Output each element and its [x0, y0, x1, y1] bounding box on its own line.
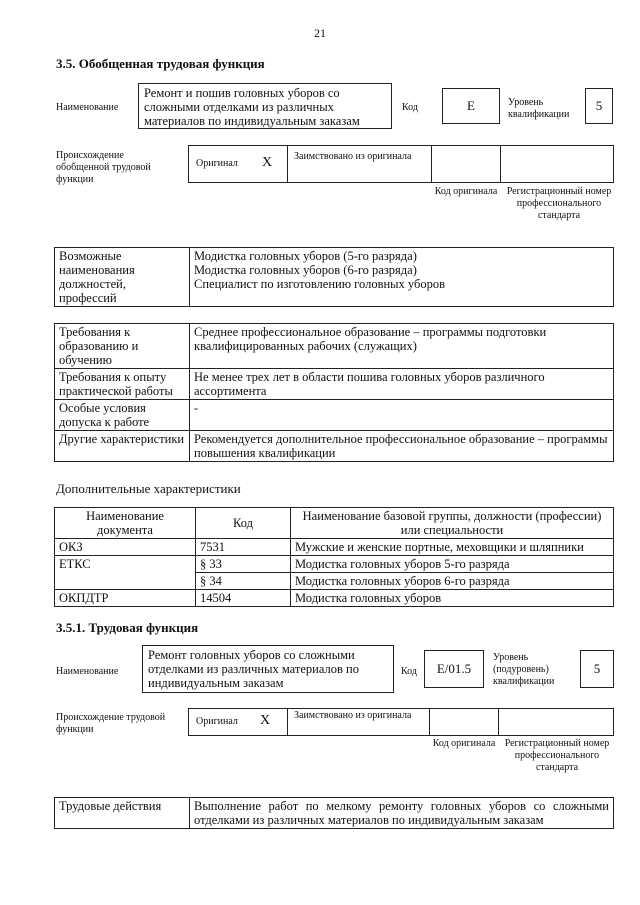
- table-row: [55, 369, 614, 400]
- req-label: Требования к образованию и обучению: [55, 324, 190, 369]
- table-row: [55, 431, 614, 462]
- origin-divider-5: [429, 708, 430, 736]
- req-label: Другие характеристики: [55, 431, 190, 462]
- req-value: Рекомендуется дополнительное профессиональное образование – программы повышения квалификации: [190, 431, 614, 462]
- tf-name-box: [142, 645, 394, 693]
- req-value: -: [190, 400, 614, 431]
- section-heading: 3.5. Обобщенная трудовая функция: [56, 56, 265, 71]
- code-original-label: Код оригинала: [434, 186, 498, 197]
- gtf-name-box: [138, 83, 392, 129]
- table-row: [55, 324, 614, 369]
- req-value: Среднее профессиональное образование – программы подготовки квалифицированных рабочих (служащих): [190, 324, 614, 369]
- original-mark: X: [262, 155, 273, 170]
- gtf-code-value: E: [467, 98, 475, 113]
- gtf-code-box: [442, 88, 500, 124]
- tf-code-box: [424, 650, 484, 688]
- tf-code-value: E/01.5: [436, 661, 472, 676]
- table-row: [55, 508, 614, 539]
- origin-divider-2: [431, 145, 432, 183]
- reg-number-label-2: Регистрационный номер профессионального стандарта: [504, 738, 610, 773]
- cell-name: Модистка головных уборов 6-го разряда: [291, 573, 614, 590]
- level-label-2: Уровень (подуровень) квалификации: [493, 652, 555, 687]
- gtf-level-value: 5: [595, 98, 603, 113]
- cell-code: § 34: [196, 573, 291, 590]
- req-label: Особые условия допуска к работе: [55, 400, 190, 431]
- table-row: [55, 400, 614, 431]
- requirements-table: [54, 323, 614, 462]
- list-item: Модистка головных уборов (5-го разряда): [194, 249, 417, 263]
- cell-code: § 33: [196, 556, 291, 573]
- gtf-level-box: [585, 88, 613, 124]
- borrowed-label-2: Заимствовано из оригинала: [294, 710, 412, 721]
- cell-doc: ЕТКС: [55, 556, 196, 590]
- req-label: Требования к опыту практической работы: [55, 369, 190, 400]
- code-original-label-2: Код оригинала: [432, 738, 496, 749]
- cell-name: Модистка головных уборов 5-го разряда: [291, 556, 614, 573]
- tf-name-value: Ремонт головных уборов со сложными отделками из различных материалов по индивидуальным заказам: [148, 648, 359, 690]
- additional-heading: Дополнительные характеристики: [56, 481, 241, 496]
- gtf-name-value: Ремонт и пошив головных уборов со сложными отделками из различных материалов по индивидуальным заказам: [144, 86, 360, 128]
- original-mark-2: X: [260, 713, 271, 728]
- code-label: Код: [402, 102, 418, 113]
- positions-table: [54, 247, 614, 307]
- origin-divider-6: [498, 708, 499, 736]
- name-label: Наименование: [56, 102, 119, 113]
- cell-name: Мужские и женские портные, меховщики и шляпники: [291, 539, 614, 556]
- origin-divider-4: [287, 708, 288, 736]
- borrowed-label: Заимствовано из оригинала: [294, 151, 412, 162]
- actions-value: Выполнение работ по мелкому ремонту головных уборов со сложными отделками из различных материалов по индивидуальным заказам: [190, 798, 614, 829]
- table-row: [55, 798, 614, 829]
- actions-label: Трудовые действия: [55, 798, 190, 829]
- positions-label: Возможные наименования должностей, профессий: [55, 248, 190, 307]
- original-label-2: Оригинал: [196, 716, 238, 727]
- table-row: [55, 590, 614, 607]
- origin-divider-1: [287, 145, 288, 183]
- level-label: Уровень квалификации: [508, 97, 570, 120]
- table-row: [55, 248, 614, 307]
- column-header: Наименование базовой группы, должности (профессии) или специальности: [291, 508, 614, 539]
- tf-level-box: [580, 650, 614, 688]
- code-label-2: Код: [401, 666, 417, 677]
- reg-number-label: Регистрационный номер профессионального стандарта: [506, 186, 612, 221]
- column-header: Наименование документа: [55, 508, 196, 539]
- actions-table: [54, 797, 614, 829]
- tf-level-value: 5: [593, 661, 601, 676]
- cell-doc: ОКПДТР: [55, 590, 196, 607]
- cell-name: Модистка головных уборов: [291, 590, 614, 607]
- cell-code: 14504: [196, 590, 291, 607]
- name-label-2: Наименование: [56, 666, 119, 677]
- list-item: Модистка головных уборов (6-го разряда): [194, 263, 417, 277]
- page-number: 21: [314, 26, 326, 40]
- origin-label: Происхождение обобщенной трудовой функции: [56, 150, 151, 185]
- origin-divider-3: [500, 145, 501, 183]
- origin-label-2: Происхождение трудовой функции: [56, 712, 166, 735]
- column-header: Код: [196, 508, 291, 539]
- table-row: [55, 556, 614, 573]
- section-heading-2: 3.5.1. Трудовая функция: [56, 620, 199, 635]
- original-label: Оригинал: [196, 158, 238, 169]
- additional-table: [54, 507, 614, 607]
- req-value: Не менее трех лет в области пошива головных уборов различного ассортимента: [190, 369, 614, 400]
- positions-values: [190, 248, 614, 307]
- list-item: Специалист по изготовлению головных уборов: [194, 277, 446, 291]
- cell-code: 7531: [196, 539, 291, 556]
- table-row: [55, 539, 614, 556]
- cell-doc: ОКЗ: [55, 539, 196, 556]
